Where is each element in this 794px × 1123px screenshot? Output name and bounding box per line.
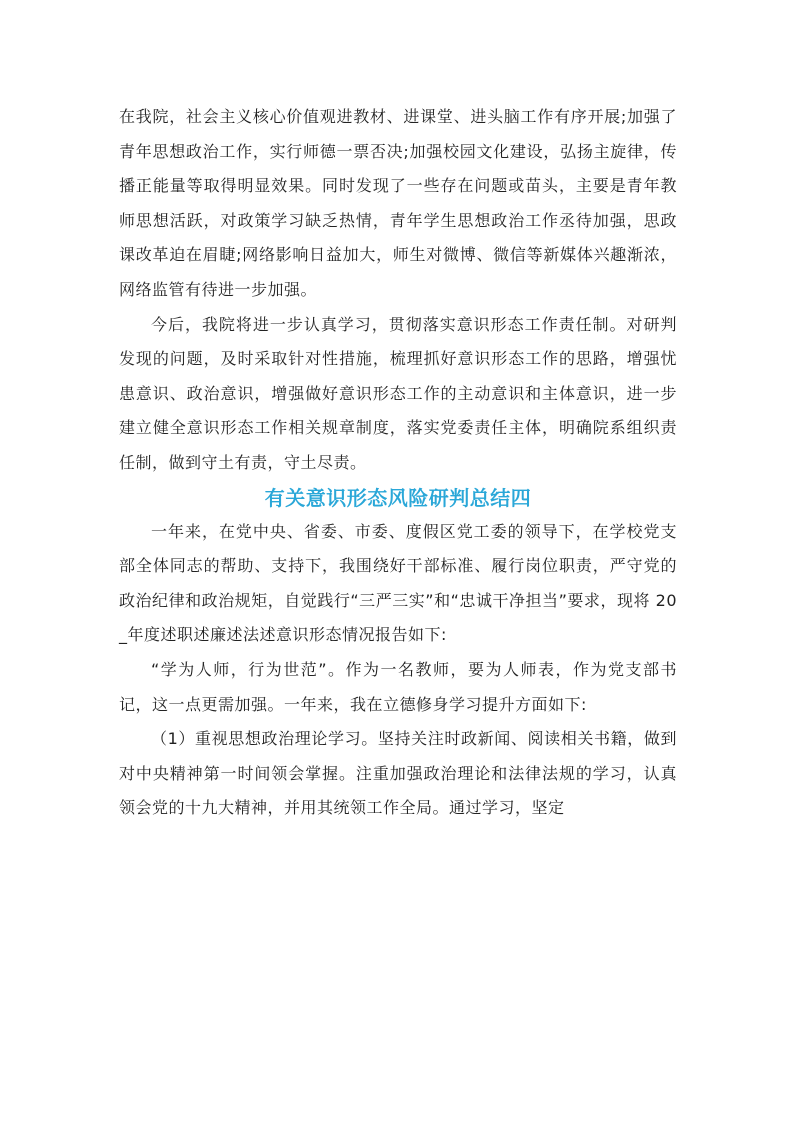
section-heading: 有关意识形态风险研判总结四 [264,485,532,510]
paragraph-1: 在我院，社会主义核心价值观进教材、进课堂、进头脑工作有序开展;加强了青年思想政治工作，实行师德一票否决;加强校园文化建设，弘扬主旋律，传播正能量等取得明显效果。同时发现了一些存在问题或苗头，主要是青年教师思想活跃，对政策学习缺乏热情，青年学生思想政治工作丞待加强，思政课改革迫在眉睫;网络影响日益加大，师生对微博、微信等新媒体兴趣渐浓，网络监管有待进一步加强。 [119,107,677,299]
paragraph-5: （1）重视思想政治理论学习。坚持关注时政新闻、阅读相关书籍，做到对中央精神第一时间领会掌握。注重加强政治理论和法律法规的学习，认真领会党的十九大精神，并用其统领工作全局。通过学习，坚定 [119,729,677,818]
paragraph-3: 一年来，在党中央、省委、市委、度假区党工委的领导下，在学校党支部全体同志的帮助、支持下，我围绕好干部标准、履行岗位职责，严守党的政治纪律和政治规矩，自觉践行“三严三实”和“忠诚干净担当”要求，现将 20_年度述职述廉述法述意识形态情况报告如下: [119,521,677,645]
document-page [119,100,677,826]
paragraph-4: “学为人师，行为世范”。作为一名教师，要为人师表，作为党支部书记，这一点更需加强。一年来，我在立德修身学习提升方面如下: [119,659,677,714]
paragraph-2: 今后，我院将进一步认真学习，贯彻落实意识形态工作责任制。对研判发现的问题，及时采取针对性措施，梳理抓好意识形态工作的思路，增强忧患意识、政治意识，增强做好意识形态工作的主动意识和主体意识，进一步建立健全意识形态工作相关规章制度，落实党委责任主体，明确院系组织责任制，做到守土有责，守土尽责。 [119,314,677,472]
